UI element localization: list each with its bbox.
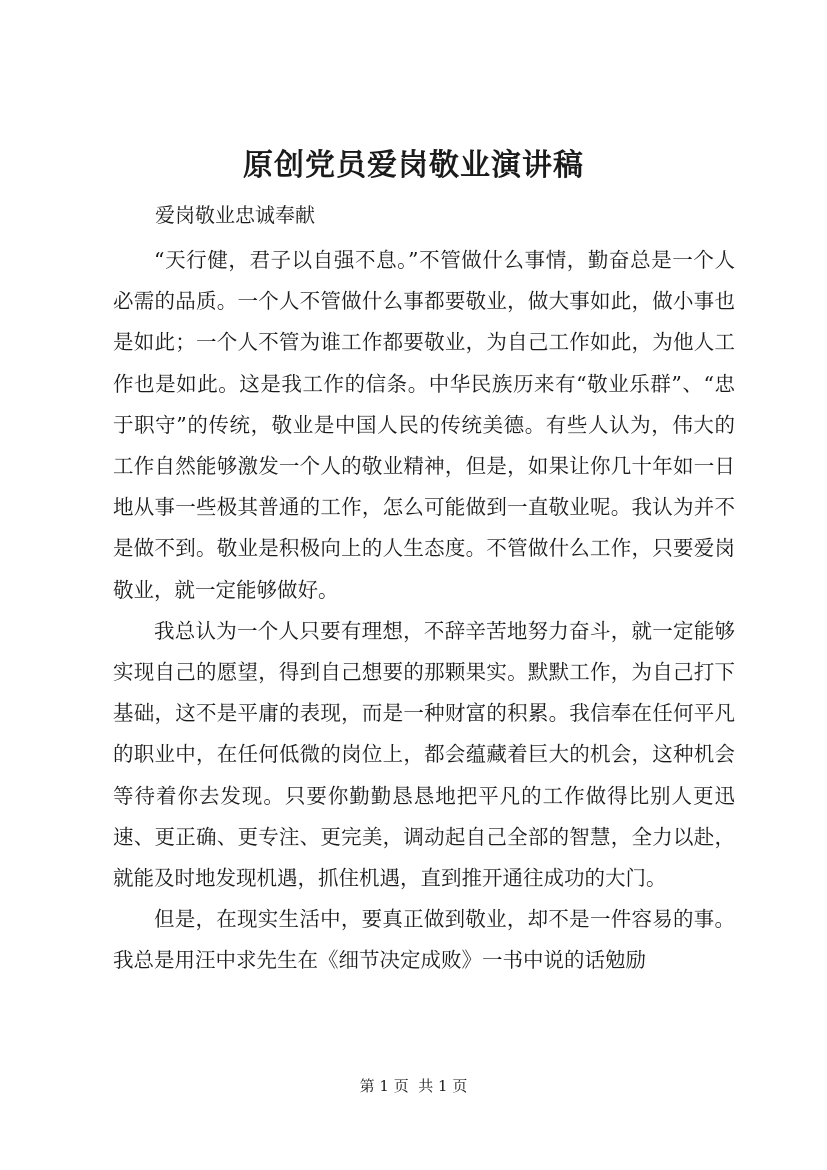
paragraph: 我总认为一个人只要有理想，不辞辛苦地努力奋斗，就一定能够实现自己的愿望，得到自己想要的那颗果实。默默工作，为自己打下基础，这不是平庸的表现，而是一种财富的积累。我信奉在任何平凡的职业中，在任何低微的岗位上，都会蕴藏着巨大的机会，这种机会等待着你去发现。只要你勤勤恳恳地把平凡的工作做得比别人更迅速、更正确、更专注、更完美，调动起自己全部的智慧，全力以赴，就能及时地发现机遇，抓住机遇，直到推开通往成功的大门。 <box>113 618 735 891</box>
document-title: 原创党员爱岗敬业演讲稿 <box>243 148 584 183</box>
document-subtitle: 爱岗敬业忠诚奉献 <box>155 203 315 227</box>
paragraph: “天行健，君子以自强不息。”不管做什么事情，勤奋总是一个人必需的品质。一个人不管做什么事都要敬业，做大事如此，做小事也是如此；一个人不管为谁工作都要敬业，为自己工作如此，为他人工作也是如此。这是我工作的信条。中华民族历来有“敬业乐群”、“忠于职守”的传统，敬业是中国人民的传统美德。有些人认为，伟大的工作自然能够激发一个人的敬业精神，但是，如果让你几十年如一日地从事一些极其普通的工作，怎么可能做到一直敬业呢。我认为并不是做不到。敬业是积极向上的人生态度。不管做什么工作，只要爱岗敬业，就一定能够做好。 <box>113 248 735 602</box>
page-number: 第 1 页 共 1 页 <box>359 1077 468 1095</box>
document-body <box>113 240 735 982</box>
page-footer <box>0 1075 827 1097</box>
paragraph: 但是，在现实生活中，要真正做到敬业，却不是一件容易的事。我总是用汪中求先生在《细节决定成败》一书中说的话勉励 <box>113 907 735 973</box>
